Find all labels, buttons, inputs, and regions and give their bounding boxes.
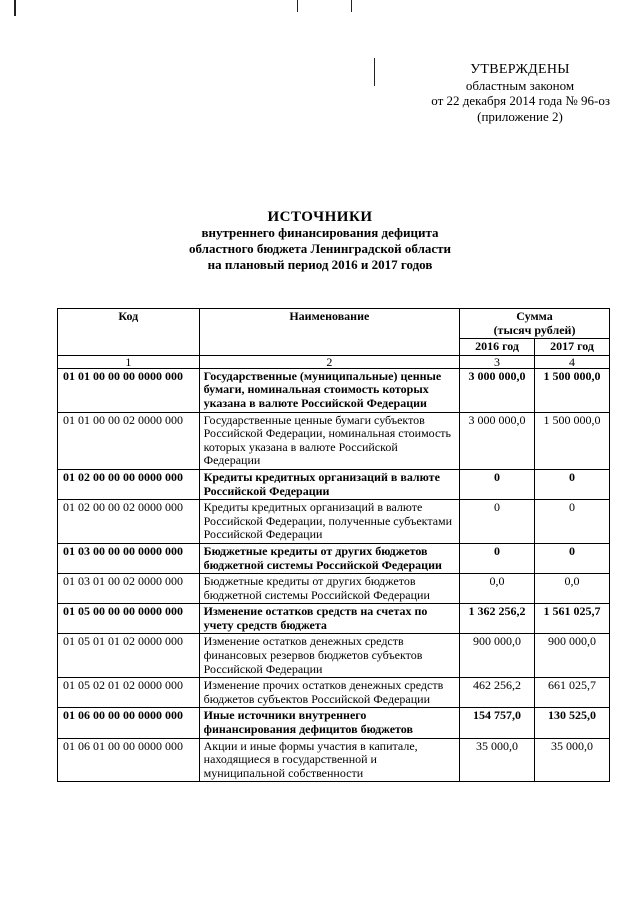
row-value-2017: 130 525,0 xyxy=(535,708,610,738)
row-code: 01 02 00 00 02 0000 000 xyxy=(58,500,200,544)
table-row xyxy=(58,469,610,499)
table-row xyxy=(58,678,610,708)
row-value-2016: 462 256,2 xyxy=(460,678,535,708)
table-row xyxy=(58,412,610,469)
row-value-2017: 0 xyxy=(535,543,610,573)
row-code: 01 05 02 01 02 0000 000 xyxy=(58,678,200,708)
scan-mark-top-mid xyxy=(297,0,298,12)
row-name: Изменение остатков средств на счетах по учету средств бюджета xyxy=(199,604,459,634)
header-year-2016: 2016 год xyxy=(460,339,535,356)
approval-line1: областным законом xyxy=(465,77,575,93)
row-value-2017: 900 000,0 xyxy=(535,634,610,678)
table-row xyxy=(58,543,610,573)
row-name: Иные источники внутреннего финансирования дефицитов бюджетов xyxy=(199,708,459,738)
row-value-2017: 0,0 xyxy=(535,574,610,604)
scan-mark-vertical xyxy=(374,58,375,86)
column-index-3: 3 xyxy=(460,355,535,368)
row-value-2017: 661 025,7 xyxy=(535,678,610,708)
table-row xyxy=(58,368,610,412)
title-main: ИСТОЧНИКИ xyxy=(267,209,373,225)
header-sum xyxy=(460,309,610,339)
row-value-2017: 0 xyxy=(535,500,610,544)
row-code: 01 02 00 00 00 0000 000 xyxy=(58,469,200,499)
row-value-2017: 1 561 025,7 xyxy=(535,604,610,634)
row-code: 01 01 00 00 00 0000 000 xyxy=(58,368,200,412)
row-name: Государственные (муниципальные) ценные бумаги, номинальная стоимость которых указана в валюте Российской Федерации xyxy=(199,368,459,412)
column-index-1: 1 xyxy=(58,355,200,368)
header-code: Код xyxy=(58,309,200,356)
row-name: Акции и иные формы участия в капитале, находящиеся в государственной и муниципальной собственности xyxy=(199,738,459,782)
row-value-2016: 0 xyxy=(460,469,535,499)
header-name: Наименование xyxy=(199,309,459,356)
row-name: Бюджетные кредиты от других бюджетов бюджетной системы Российской Федерации xyxy=(199,574,459,604)
row-value-2016: 1 362 256,2 xyxy=(460,604,535,634)
row-value-2016: 0 xyxy=(460,500,535,544)
row-value-2017: 0 xyxy=(535,469,610,499)
title-line3: на плановый период 2016 и 2017 годов xyxy=(207,257,433,272)
row-name: Изменение прочих остатков денежных средств бюджетов субъектов Российской Федерации xyxy=(199,678,459,708)
column-index-4: 4 xyxy=(535,355,610,368)
row-code: 01 01 00 00 02 0000 000 xyxy=(58,412,200,469)
table-row xyxy=(58,738,610,782)
row-code: 01 06 01 00 00 0000 000 xyxy=(58,738,200,782)
approval-line3: (приложение 2) xyxy=(477,108,563,124)
row-value-2016: 35 000,0 xyxy=(460,738,535,782)
row-value-2016: 154 757,0 xyxy=(460,708,535,738)
title-line2: областного бюджета Ленинградской области xyxy=(188,241,452,256)
row-value-2017: 35 000,0 xyxy=(535,738,610,782)
row-value-2016: 0 xyxy=(460,543,535,573)
header-sum-unit: (тысяч рублей) xyxy=(493,322,576,337)
approval-line2: от 22 декабря 2014 года № 96-оз xyxy=(431,93,610,108)
table-row xyxy=(58,500,610,544)
row-name: Государственные ценные бумаги субъектов Российской Федерации, номинальная стоимость которых указана в валюте Российской Федерации xyxy=(199,412,459,469)
row-code: 01 03 01 00 02 0000 000 xyxy=(58,574,200,604)
header-year-2017: 2017 год xyxy=(535,339,610,356)
column-index-2: 2 xyxy=(199,355,459,368)
header-sum-label: Сумма xyxy=(516,309,553,323)
row-code: 01 05 00 00 00 0000 000 xyxy=(58,604,200,634)
title-line1: внутреннего финансирования дефицита xyxy=(201,225,439,240)
row-name: Кредиты кредитных организаций в валюте Российской Федерации, полученные субъектами Российской Федерации xyxy=(199,500,459,544)
row-value-2017: 1 500 000,0 xyxy=(535,412,610,469)
row-value-2016: 3 000 000,0 xyxy=(460,368,535,412)
row-name: Кредиты кредитных организаций в валюте Российской Федерации xyxy=(199,469,459,499)
row-value-2017: 1 500 000,0 xyxy=(535,368,610,412)
scan-mark-top-right xyxy=(351,0,352,12)
table-row xyxy=(58,708,610,738)
approval-heading: УТВЕРЖДЕНЫ xyxy=(470,62,570,77)
scan-mark-top-left xyxy=(14,0,16,16)
document-title xyxy=(150,209,490,273)
table-row xyxy=(58,634,610,678)
sources-table xyxy=(57,308,610,782)
row-value-2016: 900 000,0 xyxy=(460,634,535,678)
approval-block xyxy=(400,62,640,124)
row-code: 01 06 00 00 00 0000 000 xyxy=(58,708,200,738)
row-code: 01 05 01 01 02 0000 000 xyxy=(58,634,200,678)
row-name: Изменение остатков денежных средств финансовых резервов бюджетов субъектов Российской Федерации xyxy=(199,634,459,678)
row-code: 01 03 00 00 00 0000 000 xyxy=(58,543,200,573)
table-row xyxy=(58,604,610,634)
row-value-2016: 0,0 xyxy=(460,574,535,604)
row-name: Бюджетные кредиты от других бюджетов бюджетной системы Российской Федерации xyxy=(199,543,459,573)
table-row xyxy=(58,574,610,604)
row-value-2016: 3 000 000,0 xyxy=(460,412,535,469)
